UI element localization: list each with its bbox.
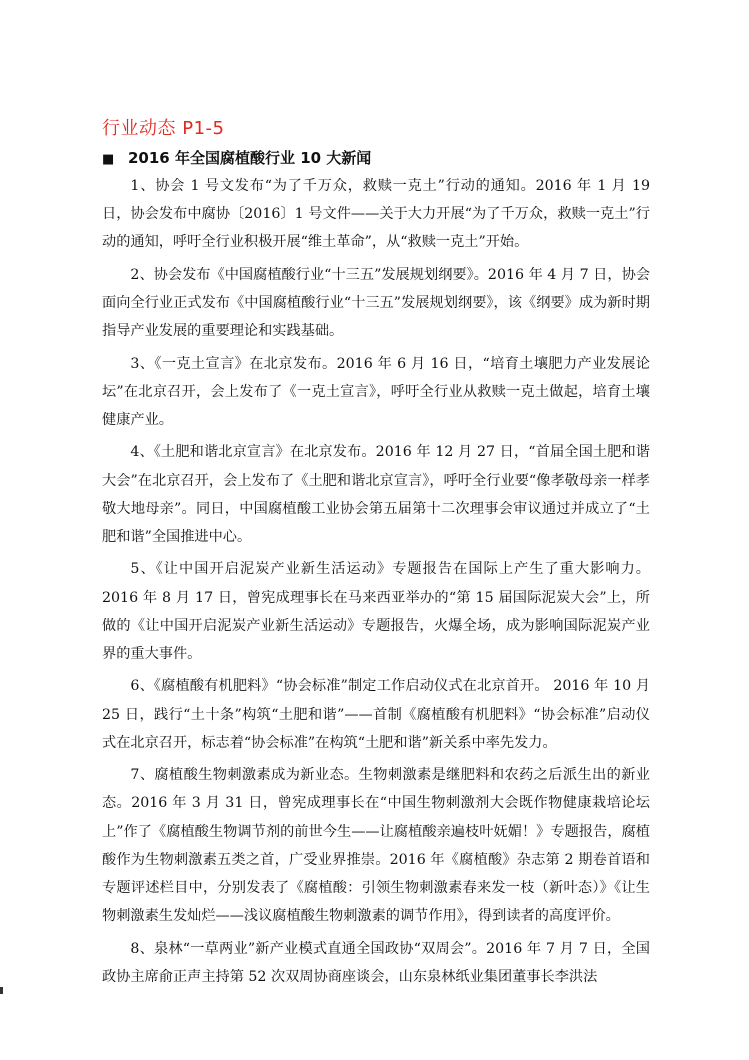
news-item-2: 2、协会发布《中国腐植酸行业“十三五”发展规划纲要》。2016 年 4 月 7 日，协会面向全行业正式发布《中国腐植酸行业“十三五”发展规划纲要》，该《纲要》成为新时期指导产业发展的重要理论和实践基础。 xyxy=(102,266,650,340)
page-edge-mark xyxy=(0,987,3,994)
news-list-heading xyxy=(102,147,662,168)
section-title: 行业动态 P1-5 xyxy=(102,118,225,139)
square-bullet-icon: ■ xyxy=(102,152,115,167)
news-list-heading-text: 2016 年全国腐植酸行业 10 大新闻 xyxy=(128,149,372,167)
news-item-1: 1、协会 1 号文发布“为了千万众，救赎一克土”行动的通知。2016 年 1 月 19 日，协会发布中腐协〔2016〕1 号文件——关于大力开展“为了千万众，救赎一克土”行动的通知，呼吁全行业积极开展“维土革命”，从“救赎一克土”开始。 xyxy=(102,178,650,251)
news-item-8: 8、泉林“一草两业”新产业模式直通全国政协“双周会”。2016 年 7 月 7 日，全国政协主席俞正声主持第 52 次双周协商座谈会，山东泉林纸业集团董事长李洪法 xyxy=(102,940,650,985)
news-item-5: 5、《让中国开启泥炭产业新生活运动》专题报告在国际上产生了重大影响力。2016 年 8 月 17 日，曾宪成理事长在马来西亚举办的“第 15 届国际泥炭大会”上，所做的《让中国开启泥炭产业新生活运动》专题报告，火爆全场，成为影响国际泥炭产业界的重大事件。 xyxy=(102,561,650,662)
news-body xyxy=(102,172,650,995)
news-item-4: 4、《土肥和谐北京宣言》在北京发布。2016 年 12 月 27 日，“首届全国土肥和谐大会”在北京召开，会上发布了《土肥和谐北京宣言》，呼吁全行业要“像孝敬母亲一样孝敬大地母亲”。同日，中国腐植酸工业协会第五届第十二次理事会审议通过并成立了“土肥和谐”全国推进中心。 xyxy=(102,444,650,545)
news-item-6: 6、《腐植酸有机肥料》“协会标准”制定工作启动仪式在北京首开。 2016 年 10 月 25 日，践行“土十条”构筑“土肥和谐”——首制《腐植酸有机肥料》“协会标准”启动仪式在北京召开，标志着“协会标准”在构筑“土肥和谐”新关系中率先发力。 xyxy=(102,678,650,751)
news-item-7: 7、腐植酸生物刺激素成为新业态。生物刺激素是继肥料和农药之后派生出的新业态。2016 年 3 月 31 日，曾宪成理事长在“中国生物刺激剂大会既作物健康栽培论坛上”作了《腐植酸生物调节剂的前世今生——让腐植酸亲遍枝叶妩媚！》专题报告，腐植酸作为生物刺激素五类之首，广受业界推崇。2016 年《腐植酸》杂志第 2 期卷首语和专题评述栏目中，分别发表了《腐植酸：引领生物刺激素春来发一枝（新叶态）》《让生物刺激素生发灿烂——浅议腐植酸生物刺激素的调节作用》，得到读者的高度评价。 xyxy=(102,767,650,925)
news-item-3: 3、《一克土宣言》在北京发布。2016 年 6 月 16 日，“培育土壤肥力产业发展论坛”在北京召开，会上发布了《一克土宣言》，呼吁全行业从救赎一克土做起，培育土壤健康产业。 xyxy=(102,355,650,428)
